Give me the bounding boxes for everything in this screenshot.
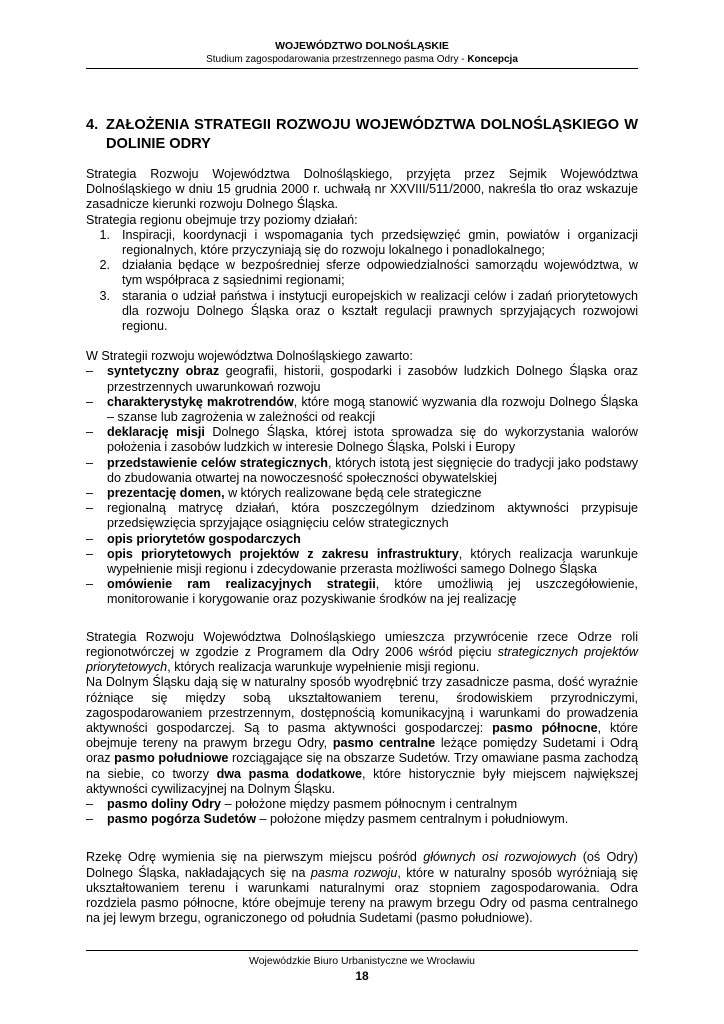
dash-bullet: – bbox=[86, 546, 94, 561]
header-rule bbox=[86, 68, 638, 69]
list-item bbox=[86, 486, 638, 501]
header-title: WOJEWÓDZTWO DOLNOŚLĄSKIE bbox=[275, 40, 449, 52]
item-text: , które umożliwią jej uszczegółowienie, monitorowanie i korygowanie oraz pozyskiwanie środków na jej realizację bbox=[107, 577, 638, 607]
list-number: 2. bbox=[99, 258, 110, 273]
page-footer bbox=[0, 955, 724, 984]
text-run: , które historycznie były miejscem największej aktywności cywilizacyjnej na Dolnym Śląsku. bbox=[86, 766, 638, 796]
text-run-bold: pasmo centralne bbox=[332, 736, 436, 751]
item-bold: pasmo pogórza Sudetów bbox=[107, 812, 257, 827]
list-item bbox=[86, 425, 638, 455]
item-text: Dolnego Śląska, której istota sprowadza się do wykorzystania walorów położenia i zasobów ludzkich w interesie Dolnego Śląska, Polski i Europy bbox=[107, 425, 638, 455]
text-run-bold: pasmo północne bbox=[492, 720, 598, 735]
page-content bbox=[86, 116, 638, 926]
text-run: Na Dolnym Śląsku dają się w naturalny sposób wyodrębnić trzy zasadnicze pasma, dość wyraźnie różniące się między sobą ukształtowaniem terenu, środowiskiem przyrodniczymi, zagospodarowaniem przestrzennym, dostępnością komunikacyjną i warunkami do prowadzenia aktywności gospodarczej. Są to pasma aktywności gospodarczej: bbox=[86, 675, 638, 735]
list-text: Inspiracji, koordynacji i wspomagania tych przedsięwzięć gmin, powiatów i organizacji regionalnych, które przyczyniają się do rozwoju lokalnego i ponadlokalnego; bbox=[122, 227, 638, 258]
section-title: ZAŁOŻENIA STRATEGII ROZWOJU WOJEWÓDZTWA DOLNOŚLĄSKIEGO W DOLINIE ODRY bbox=[106, 117, 638, 152]
text-run: leżące pomiędzy Sudetami i Odrą oraz bbox=[86, 736, 639, 766]
dash-bullet: – bbox=[86, 455, 94, 470]
text-run: rozciągające się na obszarze Sudetów. Trzy omawiane pasma zachodzą na siebie, co tworzy bbox=[86, 751, 639, 781]
list-item bbox=[86, 228, 638, 258]
text-run: Strategia Rozwoju Województwa Dolnośląskiego umieszcza przywrócenie rzece Odrze roli regionotwórczej w zgodzie z Programem dla Odry 2006 wśród pięciu bbox=[86, 629, 638, 659]
item-bold: deklarację misji bbox=[107, 425, 205, 440]
list-number: 3. bbox=[99, 288, 110, 303]
dash-bullet: – bbox=[86, 812, 94, 827]
text-run-bold: pasmo południowe bbox=[114, 751, 229, 766]
levels-list bbox=[86, 228, 638, 334]
dash-bullet: – bbox=[86, 394, 94, 409]
text-run: , których realizacja warunkuje wypełnienie misji regionu. bbox=[167, 660, 480, 675]
text-run: , które w naturalny sposób wyróżniają się ukształtowaniem terenu i warunkami naturalnymi oraz stopniem zagospodarowania. Odra rozdziela pasmo północne, które obejmuje tereny na prawym brzegu Odry od pasma centralnego na jej lewym brzegu, ograniczonego od południa Sudetami (pasmo południowe). bbox=[86, 865, 639, 926]
river-paragraph bbox=[86, 850, 638, 926]
section-heading bbox=[86, 116, 638, 154]
item-bold: charakterystykę makrotrendów bbox=[107, 394, 294, 409]
text-run-bold: dwa pasma dodatkowe bbox=[216, 766, 362, 781]
text-run-italic: strategicznych projektów priorytetowych bbox=[86, 644, 638, 675]
list-item bbox=[86, 456, 638, 486]
dash-bullet: – bbox=[86, 486, 94, 501]
item-text: w których realizowane będą cele strategiczne bbox=[224, 486, 482, 501]
list-item bbox=[86, 577, 638, 607]
bands-paragraph-1 bbox=[86, 630, 638, 676]
section-number: 4. bbox=[86, 117, 99, 133]
header-subtitle bbox=[0, 53, 724, 66]
item-bold: opis priorytetowych projektów z zakresu infrastruktury bbox=[107, 546, 459, 561]
item-text: – położone między pasmem centralnym i południowym. bbox=[256, 812, 569, 827]
text-run: , które obejmuje tereny na prawym brzegu Odry, bbox=[86, 720, 639, 751]
dash-bullet: – bbox=[86, 425, 94, 440]
list-number: 1. bbox=[99, 227, 110, 242]
dash-bullet: – bbox=[86, 501, 94, 516]
item-bold: syntetyczny obraz bbox=[107, 364, 220, 379]
item-bold: pasmo doliny Odry bbox=[107, 796, 222, 811]
dash-bullet: – bbox=[86, 531, 94, 546]
item-text: – położone między pasmem północnym i centralnym bbox=[221, 796, 518, 811]
footer-rule bbox=[86, 950, 638, 951]
page-number: 18 bbox=[355, 969, 369, 983]
list-item bbox=[86, 547, 638, 577]
item-text: , których realizacja warunkuje wypełnienie misji regionu i zdecydowanie przerasta możliwości samego Dolnego Śląska bbox=[107, 546, 638, 577]
list-item bbox=[86, 258, 638, 288]
item-text: , których istotą jest sięgnięcie do tradycji jako podstawy do zbudowania otwartej na nowoczesność społeczności obywatelskiej bbox=[107, 455, 639, 485]
contents-list bbox=[86, 364, 638, 607]
levels-lead: Strategia regionu obejmuje trzy poziomy działań: bbox=[86, 212, 358, 227]
header-subtitle-main: Studium zagospodarowania przestrzennego pasma Odry - bbox=[206, 54, 468, 65]
text-run-italic: pasma rozwoju bbox=[310, 865, 398, 880]
item-text: regionalną matrycę działań, która poszczególnym dziedzinom aktywności przypisuje przedsięwzięcia sprzyjające osiągnięciu celów strategicznych bbox=[107, 501, 638, 531]
footer-organization: Wojewódzkie Biuro Urbanistyczne we Wrocławiu bbox=[248, 955, 476, 967]
text-run: Rzekę Odrę wymienia się na pierwszym miejscu pośród bbox=[86, 850, 424, 865]
intro-paragraph: Strategia Rozwoju Województwa Dolnośląskiego, przyjęta przez Sejmik Województwa Dolnośląskiego w dniu 15 grudnia 2000 r. uchwałą nr XXVIII/511/2000, nakreśla tło oraz wskazuje zasadnicze kierunki rozwoju Dolnego Śląska. bbox=[86, 167, 638, 212]
item-bold: opis priorytetów gospodarczych bbox=[107, 531, 301, 546]
list-item bbox=[86, 395, 638, 425]
list-item bbox=[86, 812, 638, 827]
extra-bands-list bbox=[86, 797, 638, 827]
text-run-italic: głównych osi rozwojowych bbox=[423, 850, 577, 865]
list-item bbox=[86, 364, 638, 394]
item-bold: prezentację domen, bbox=[107, 486, 225, 501]
dash-bullet: – bbox=[86, 364, 94, 379]
item-text: , które mogą stanowić wyzwania dla rozwoju Dolnego Śląska – szanse lub zagrożenia w zależności od reakcji bbox=[107, 394, 639, 425]
contents-lead: W Strategii rozwoju województwa Dolnośląskiego zawarto: bbox=[86, 349, 413, 364]
list-item bbox=[86, 532, 638, 547]
list-item bbox=[86, 289, 638, 335]
item-bold: omówienie ram realizacyjnych strategii bbox=[107, 577, 376, 592]
item-bold: przedstawienie celów strategicznych bbox=[107, 455, 328, 470]
list-text: działania będące w bezpośredniej sferze odpowiedzialności samorządu województwa, w tym współpraca z sąsiednimi regionami; bbox=[122, 258, 638, 288]
item-text: geografii, historii, gospodarki i zasobów ludzkich Dolnego Śląska oraz przestrzennych uwarunkowań rozwoju bbox=[107, 364, 639, 394]
text-run: (oś Odry) Dolnego Śląska, nakładających się na bbox=[86, 850, 638, 880]
page-header bbox=[0, 40, 724, 66]
dash-bullet: – bbox=[86, 796, 94, 811]
list-item bbox=[86, 501, 638, 531]
header-subtitle-bold: Koncepcja bbox=[467, 54, 518, 65]
list-item bbox=[86, 797, 638, 812]
list-text: starania o udział państwa i instytucji europejskich w realizacji celów i zadań priorytetowych dla rozwoju Dolnego Śląska oraz o kształt regulacji prawnych sprzyjających rozwojowi regionu. bbox=[122, 288, 638, 334]
dash-bullet: – bbox=[86, 577, 94, 592]
bands-paragraph-2 bbox=[86, 675, 638, 797]
